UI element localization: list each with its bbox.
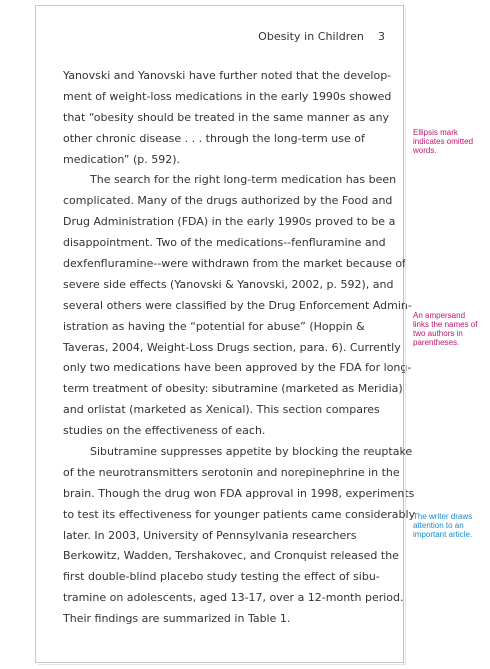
margin-note-line: important article. — [413, 530, 473, 539]
text-line: brain. Though the drug won FDA approval in 1998, experiments — [63, 486, 415, 500]
text-line: several others were classified by the Drug Enforcement Admin- — [63, 298, 412, 312]
paragraph-1 — [63, 66, 393, 170]
text-line: that “obesity should be treated in the same manner as any — [63, 110, 390, 124]
running-head-title: Obesity in Children — [258, 30, 364, 43]
text-line: Sibutramine suppresses appetite by blocking the reuptake — [90, 445, 413, 459]
text-line: medication” (p. 592). — [63, 152, 181, 166]
text-line: Taveras, 2004, Weight-Loss Drugs section, para. 6). Currently — [63, 340, 401, 354]
text-line: Yanovski and Yanovski have further noted that the develop- — [63, 69, 392, 82]
text-line: complicated. Many of the drugs authorized by the Food and — [63, 194, 393, 208]
margin-note-article — [413, 512, 488, 539]
page-number: 3 — [377, 30, 385, 43]
text-line: disappointment. Two of the medications--fenfluramine and — [63, 236, 386, 250]
margin-note-ampersand — [413, 311, 488, 347]
text-line: Their findings are summarized in Table 1. — [63, 612, 291, 626]
margin-note-line: links the names of — [413, 320, 478, 329]
margin-note-line: indicates omitted — [413, 137, 474, 146]
text-line: other chronic disease . . . through the long-term use of — [63, 131, 365, 145]
paragraph-3 — [63, 442, 416, 630]
text-line: The search for the right long-term medication has been — [90, 173, 397, 187]
margin-note-line: An ampersand — [413, 311, 466, 320]
text-line: Drug Administration (FDA) in the early 1990s proved to be a — [63, 215, 396, 229]
margin-note-line: attention to an — [413, 521, 464, 530]
margin-note-line: Ellipsis mark — [413, 128, 458, 137]
text-line: and orlistat (marketed as Xenical). This section compares — [63, 403, 380, 417]
text-line: ment of weight-loss medications in the early 1990s showed — [63, 89, 392, 103]
margin-note-ellipsis — [413, 128, 488, 155]
document-page — [35, 5, 416, 663]
text-line: of the neurotransmitters serotonin and norepinephrine in the — [63, 465, 400, 479]
text-line: istration as having the “potential for abuse” (Hoppin & — [63, 319, 365, 333]
text-line: to test its effectiveness for younger patients came considerably — [63, 507, 416, 521]
text-line: tramine on adolescents, aged 13-17, over a 12-month period. — [63, 591, 404, 605]
margin-note-line: parentheses. — [413, 338, 460, 347]
text-line: only two medications have been approved by the FDA for long- — [63, 361, 412, 375]
paragraph-2 — [63, 170, 412, 442]
text-line: studies on the effectiveness of each. — [63, 424, 266, 438]
margin-note-line: words. — [413, 146, 437, 155]
text-line: severe side effects (Yanovski & Yanovski, 2002, p. 592), and — [63, 277, 394, 291]
running-head — [258, 30, 385, 43]
text-line: term treatment of obesity: sibutramine (marketed as Meridia) — [63, 382, 403, 396]
margin-note-line: The writer draws — [413, 512, 473, 521]
text-line: Berkowitz, Wadden, Tershakovec, and Cronquist released the — [63, 549, 399, 563]
margin-note-line: two authors in — [413, 329, 463, 338]
text-line: dexfenfluramine--were withdrawn from the market because of — [63, 257, 406, 271]
text-line: later. In 2003, University of Pennsylvania researchers — [63, 528, 357, 542]
text-line: first double-blind placebo study testing the effect of sibu- — [63, 570, 380, 584]
body-text — [63, 66, 416, 630]
